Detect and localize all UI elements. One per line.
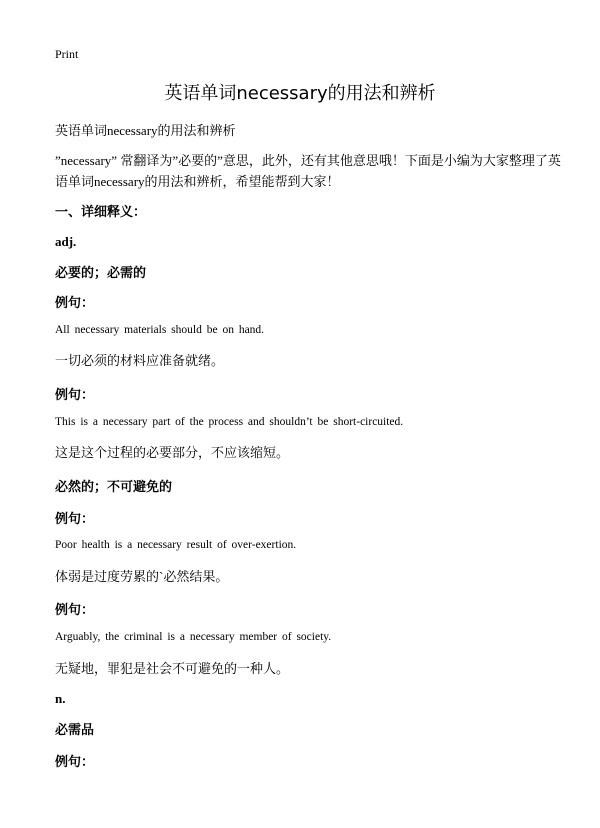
example-label: 例句： — [55, 754, 95, 769]
part-of-speech-noun: n. — [55, 691, 66, 706]
sense-heading: 必要的；必需的 — [55, 265, 147, 280]
example-label: 例句： — [55, 511, 95, 526]
example-english: Arguably, the criminal is a necessary member of society. — [55, 631, 332, 643]
example-label: 例句： — [55, 387, 95, 402]
example-label: 例句： — [55, 602, 95, 617]
part-of-speech-adj: adj. — [55, 234, 77, 249]
sense-heading: 必然的；不可避免的 — [55, 479, 173, 494]
example-english: This is a necessary part of the process and shouldn’t be short-circuited. — [55, 416, 404, 428]
section-heading: 一、详细释义： — [55, 204, 147, 219]
example-label: 例句： — [55, 295, 95, 310]
print-label[interactable]: Print — [55, 47, 79, 61]
example-chinese: 体弱是过度劳累的`必然结果。 — [55, 569, 229, 584]
example-chinese: 一切必须的材料应准备就绪。 — [55, 353, 225, 368]
example-chinese: 这是这个过程的必要部分，不应该缩短。 — [55, 445, 290, 460]
example-chinese: 无疑地，罪犯是社会不可避免的一种人。 — [55, 661, 290, 676]
sense-heading: 必需品 — [55, 722, 95, 737]
intro-paragraph: ”necessary” 常翻译为”必要的”意思，此外，还有其他意思哦！下面是小编为大家整理了英语单词necessary的用法和辨析，希望能帮到大家！ — [55, 153, 561, 189]
document-subtitle: 英语单词necessary的用法和辨析 — [55, 123, 236, 138]
example-english: All necessary materials should be on hand. — [55, 324, 265, 336]
example-english: Poor health is a necessary result of over-exertion. — [55, 539, 297, 551]
document-title: 英语单词necessary的用法和辨析 — [164, 83, 436, 104]
